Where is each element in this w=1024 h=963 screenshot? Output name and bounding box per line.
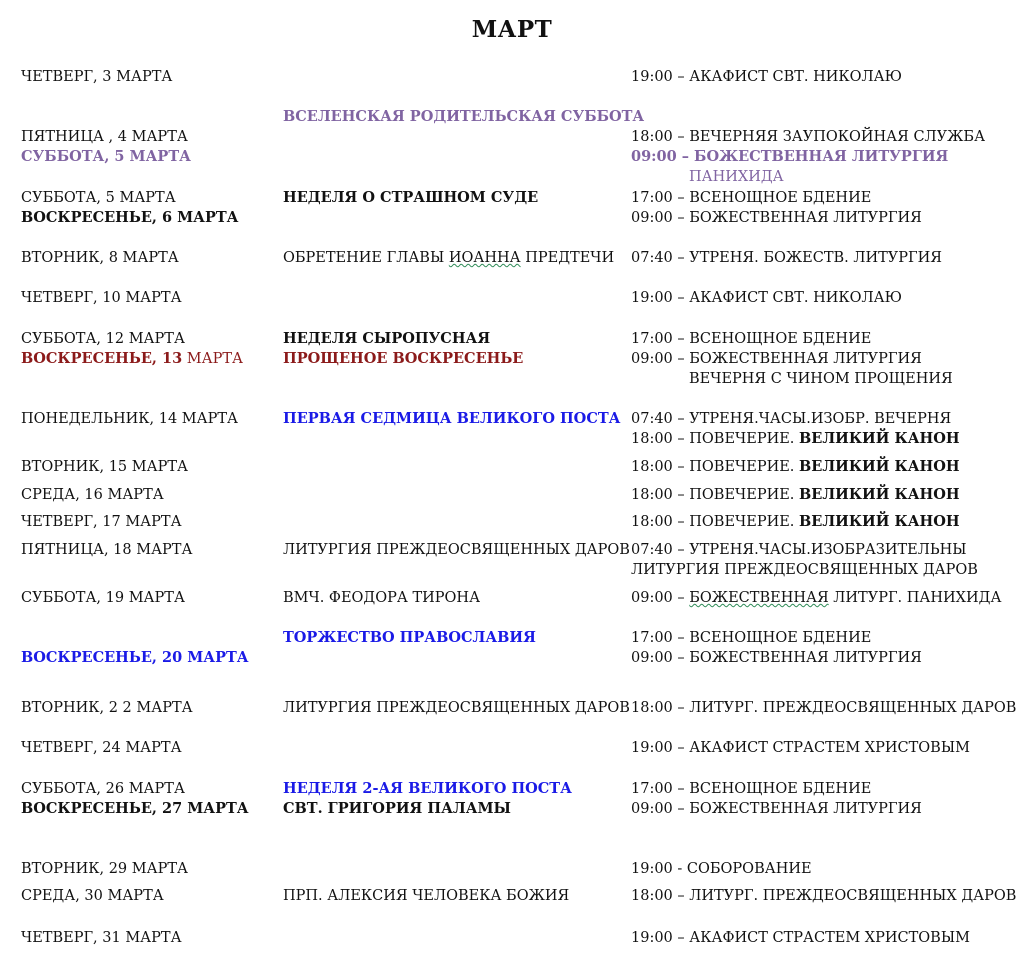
service-cell: 09:00 – БОЖЕСТВЕННАЯ ЛИТУРГИЯ (631, 351, 922, 367)
service-text: ВЕЛИКИЙ КАНОН (799, 486, 960, 503)
feast-cell: ТОРЖЕСТВО ПРАВОСЛАВИЯ (283, 629, 536, 646)
date-cell: ПЯТНИЦА , 4 МАРТА (21, 129, 188, 145)
date-cell: СРЕДА, 16 МАРТА (21, 487, 164, 503)
date-cell: СУББОТА, 19 МАРТА (21, 590, 185, 606)
service-text: 18:00 – ПОВЕЧЕРИЕ. (631, 514, 800, 530)
service-cell: ЛИТУРГИЯ ПРЕЖДЕОСВЯЩЕННЫХ ДАРОВ (631, 562, 978, 578)
service-text: 09:00 – (631, 590, 690, 606)
service-cell: 07:40 – УТРЕНЯ. БОЖЕСТВ. ЛИТУРГИЯ (631, 250, 942, 266)
service-cell: 19:00 – АКАФИСТ СТРАСТЕМ ХРИСТОВЫМ (631, 930, 970, 946)
feast-cell: ЛИТУРГИЯ ПРЕЖДЕОСВЯЩЕННЫХ ДАРОВ (283, 700, 630, 716)
date-cell: СУББОТА, 5 МАРТА (21, 148, 191, 165)
service-cell: 19:00 – АКАФИСТ СТРАСТЕМ ХРИСТОВЫМ (631, 740, 970, 756)
service-text: ВЕЛИКИЙ КАНОН (799, 430, 960, 447)
service-cell: 09:00 – БОЖЕСТВЕННАЯ ЛИТУРГИЯ (631, 148, 949, 165)
date-cell: ЧЕТВЕРГ, 24 МАРТА (21, 740, 182, 756)
date-cell: ВТОРНИК, 15 МАРТА (21, 459, 188, 475)
service-cell: 17:00 – ВСЕНОЩНОЕ БДЕНИЕ (631, 781, 872, 797)
service-cell: 18:00 – ЛИТУРГ. ПРЕЖДЕОСВЯЩЕННЫХ ДАРОВ (631, 700, 1017, 716)
service-cell: 09:00 – БОЖЕСТВЕННАЯ ЛИТУРГИЯ (631, 801, 922, 817)
date-cell: ВОСКРЕСЕНЬЕ, 6 МАРТА (21, 209, 239, 226)
date-cell: ЧЕТВЕРГ, 10 МАРТА (21, 290, 182, 306)
service-cell: 17:00 – ВСЕНОЩНОЕ БДЕНИЕ (631, 190, 872, 206)
service-text: 18:00 – ПОВЕЧЕРИЕ. (631, 487, 800, 503)
feast-cell: ПРП. АЛЕКСИЯ ЧЕЛОВЕКА БОЖИЯ (283, 888, 570, 904)
date-cell: ВОСКРЕСЕНЬЕ, 27 МАРТА (21, 800, 249, 817)
service-cell (631, 429, 960, 449)
service-cell: 09:00 – БОЖЕСТВЕННАЯ ЛИТУРГИЯ (631, 650, 922, 666)
service-cell: 19:00 - СОБОРОВАНИЕ (631, 861, 812, 877)
feast-cell (283, 248, 614, 268)
date-text: ВОСКРЕСЕНЬЕ, 13 (21, 350, 183, 367)
service-cell (631, 485, 960, 505)
service-text: 18:00 – ПОВЕЧЕРИЕ. (631, 431, 800, 447)
page-title: МАРТ (471, 16, 553, 43)
date-cell: СУББОТА, 12 МАРТА (21, 331, 185, 347)
feast-cell: НЕДЕЛЯ О СТРАШНОМ СУДЕ (283, 189, 539, 206)
service-cell: ВЕЧЕРНЯ С ЧИНОМ ПРОЩЕНИЯ (689, 371, 953, 387)
date-cell: СРЕДА, 30 МАРТА (21, 888, 164, 904)
date-cell: ЧЕТВЕРГ, 3 МАРТА (21, 69, 173, 85)
date-cell (21, 349, 243, 369)
service-cell: 07:40 – УТРЕНЯ.ЧАСЫ.ИЗОБРАЗИТЕЛЬНЫ (631, 542, 967, 558)
feast-cell: НЕДЕЛЯ СЫРОПУСНАЯ (283, 330, 491, 347)
date-text: МАРТА (182, 351, 244, 367)
service-text: 18:00 – ПОВЕЧЕРИЕ. (631, 459, 800, 475)
service-cell: 19:00 – АКАФИСТ СВТ. НИКОЛАЮ (631, 69, 902, 85)
service-text: ВЕЛИКИЙ КАНОН (799, 513, 960, 530)
feast-cell: ЛИТУРГИЯ ПРЕЖДЕОСВЯЩЕННЫХ ДАРОВ (283, 542, 630, 558)
feast-text: ОБРЕТЕНИЕ ГЛАВЫ (283, 250, 449, 266)
service-text: ВЕЛИКИЙ КАНОН (799, 458, 960, 475)
date-cell: ПЯТНИЦА, 18 МАРТА (21, 542, 193, 558)
date-cell: СУББОТА, 26 МАРТА (21, 781, 185, 797)
date-cell: ВТОРНИК, 2 2 МАРТА (21, 700, 193, 716)
service-cell (631, 512, 960, 532)
service-cell (631, 588, 1001, 608)
feast-cell: СВТ. ГРИГОРИЯ ПАЛАМЫ (283, 800, 511, 817)
service-cell: 17:00 – ВСЕНОЩНОЕ БДЕНИЕ (631, 630, 872, 646)
spellcheck-word: БОЖЕСТВЕННАЯ (689, 590, 829, 606)
feast-text: ПРЕДТЕЧИ (520, 250, 615, 266)
service-cell (631, 457, 960, 477)
feast-cell: НЕДЕЛЯ 2-АЯ ВЕЛИКОГО ПОСТА (283, 780, 572, 797)
service-cell: 17:00 – ВСЕНОЩНОЕ БДЕНИЕ (631, 331, 872, 347)
service-cell: ПАНИХИДА (689, 169, 784, 185)
spellcheck-word: ИОАННА (448, 250, 521, 266)
service-cell: 18:00 – ВЕЧЕРНЯЯ ЗАУПОКОЙНАЯ СЛУЖБА (631, 129, 986, 145)
date-cell: ЧЕТВЕРГ, 31 МАРТА (21, 930, 182, 946)
service-cell: 09:00 – БОЖЕСТВЕННАЯ ЛИТУРГИЯ (631, 210, 922, 226)
feast-cell: ПРОЩЕНОЕ ВОСКРЕСЕНЬЕ (283, 350, 524, 367)
date-cell: ЧЕТВЕРГ, 17 МАРТА (21, 514, 182, 530)
service-cell: 07:40 – УТРЕНЯ.ЧАСЫ.ИЗОБР. ВЕЧЕРНЯ (631, 411, 952, 427)
service-cell: 19:00 – АКАФИСТ СВТ. НИКОЛАЮ (631, 290, 902, 306)
date-cell: ПОНЕДЕЛЬНИК, 14 МАРТА (21, 411, 239, 427)
feast-cell: ВМЧ. ФЕОДОРА ТИРОНА (283, 590, 481, 606)
service-cell: 18:00 – ЛИТУРГ. ПРЕЖДЕОСВЯЩЕННЫХ ДАРОВ (631, 888, 1017, 904)
date-cell: ВТОРНИК, 8 МАРТА (21, 250, 179, 266)
feast-cell: ВСЕЛЕНСКАЯ РОДИТЕЛЬСКАЯ СУББОТА (283, 108, 645, 125)
date-cell: ВОСКРЕСЕНЬЕ, 20 МАРТА (21, 649, 249, 666)
service-text: ЛИТУРГ. ПАНИХИДА (828, 590, 1002, 606)
date-cell: ВТОРНИК, 29 МАРТА (21, 861, 188, 877)
date-cell: СУББОТА, 5 МАРТА (21, 190, 176, 206)
feast-cell: ПЕРВАЯ СЕДМИЦА ВЕЛИКОГО ПОСТА (283, 410, 621, 427)
